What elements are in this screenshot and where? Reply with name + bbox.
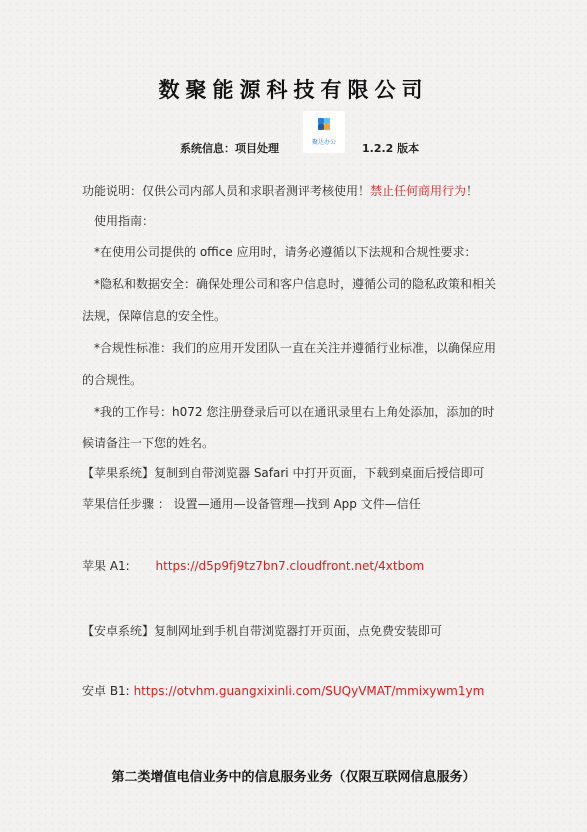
- logo-caption: 聚达办公: [311, 139, 336, 146]
- apple-download-link[interactable]: https://d5p9fj9tz7bn7.cloudfront.net/4xtbom: [155, 559, 425, 573]
- intro-text: 功能说明：仅供公司内部人员和求职者测评考核使用！: [82, 184, 371, 198]
- intro-line: [82, 182, 478, 199]
- license-footer: 第二类增值电信业务中的信息服务业务（仅限互联网信息服务）: [111, 770, 476, 785]
- system-info-label: 系统信息：项目处理: [180, 142, 279, 155]
- app-logo: [303, 111, 345, 153]
- guide-workid-line2: 候请备注一下您的姓名。: [82, 436, 215, 450]
- android-instruction: 【安卓系统】复制网址到手机自带浏览器打开页面，点免费安装即可: [82, 624, 443, 638]
- apple-link-row: [82, 557, 424, 574]
- apple-instruction: 【苹果系统】复制到自带浏览器 Safari 中打开页面，下载到桌面后授信即可: [82, 466, 485, 480]
- commercial-warning: 禁止任何商用行为: [370, 184, 467, 198]
- guide-workid-line1: *我的工作号：h072 您注册登录后可以在通讯录里右上角处添加，添加的时: [94, 405, 495, 419]
- guide-privacy-line1: *隐私和数据安全：确保处理公司和客户信息时，遵循公司的隐私政策和相关: [94, 277, 497, 291]
- guide-privacy-line2: 法规，保障信息的安全性。: [82, 309, 227, 323]
- guide-heading: 使用指南：: [94, 214, 155, 228]
- app-logo-icon: [317, 117, 331, 131]
- guide-compliance-line1: *合规性标准：我们的应用开发团队一直在关注并遵循行业标准，以确保应用: [94, 341, 497, 355]
- guide-compliance-line2: 的合规性。: [82, 373, 143, 387]
- apple-link-label: 苹果 A1:: [82, 559, 130, 573]
- version-label: 1.2.2 版本: [362, 142, 420, 155]
- android-link-row: [82, 682, 484, 699]
- android-download-link[interactable]: https://otvhm.guangxixinli.com/SUQyVMAT/mmixywm1ym: [133, 684, 485, 698]
- guide-line-office: *在使用公司提供的 office 应用时，请务必遵循以下法规和合规性要求：: [94, 245, 477, 259]
- android-link-label: 安卓 B1:: [82, 684, 130, 698]
- apple-trust-steps: 苹果信任步骤 ： 设置—通用—设备管理—找到 App 文件—信任: [82, 497, 421, 511]
- intro-suffix: ！: [466, 184, 479, 198]
- company-title: 数聚能源科技有限公司: [158, 78, 429, 102]
